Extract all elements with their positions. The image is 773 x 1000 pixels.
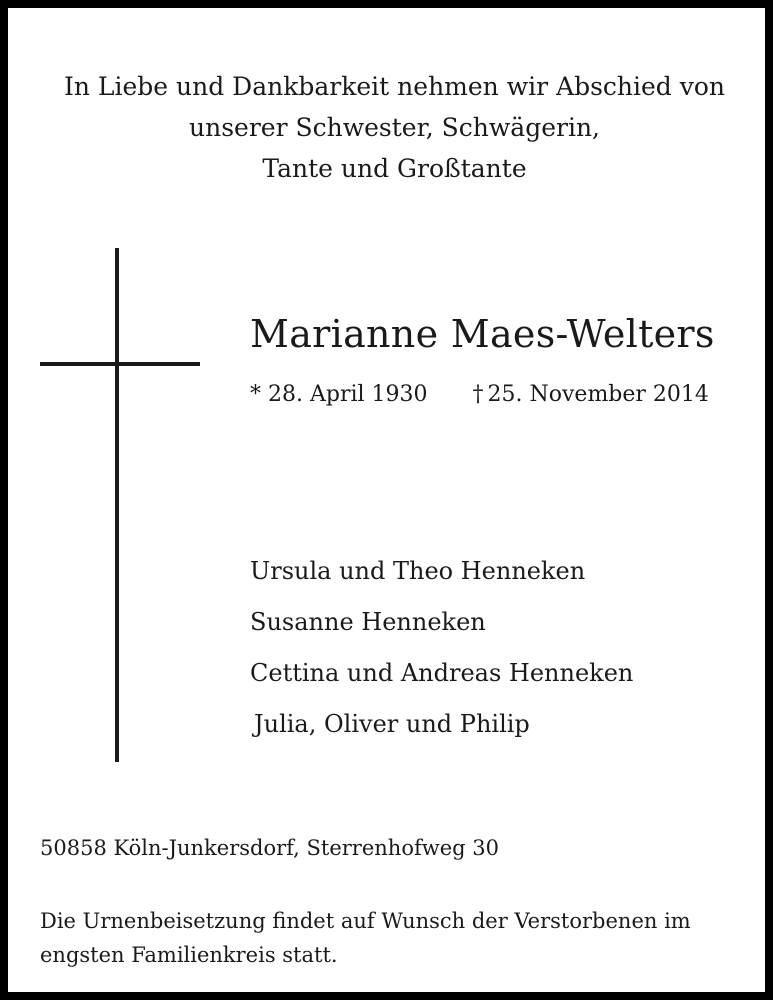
mourner-entry: Ursula und Theo Henneken [250,557,586,585]
mourner-entry: Cettina und Andreas Henneken [250,659,634,687]
death-date: 25. November 2014 [487,382,709,407]
intro-line: Tante und Großtante [262,154,527,183]
intro-line: unserer Schwester, Schwägerin, [189,113,600,142]
dagger-icon: † [472,382,484,407]
life-dates [250,380,709,410]
family-address: 50858 Köln-Junkersdorf, Sterrenhofweg 30 [40,836,499,860]
birth-date: * 28. April 1930 [250,382,428,407]
cross-horizontal-bar [40,362,200,366]
intro-text [28,66,761,189]
death-date-group [473,380,709,410]
deceased-name: Marianne Maes-Welters [250,312,715,356]
mourner-entry: Julia, Oliver und Philip [254,710,530,738]
mourner-entry: Susanne Henneken [250,608,486,636]
mourners-list [250,546,633,750]
notice-line: engsten Familienkreis statt. [40,943,338,967]
intro-line: In Liebe und Dankbarkeit nehmen wir Abschied von [63,72,726,101]
notice-line: Die Urnenbeisetzung findet auf Wunsch der Verstorbenen im [40,909,691,933]
cross-vertical-bar [115,248,119,762]
burial-notice [40,904,691,972]
